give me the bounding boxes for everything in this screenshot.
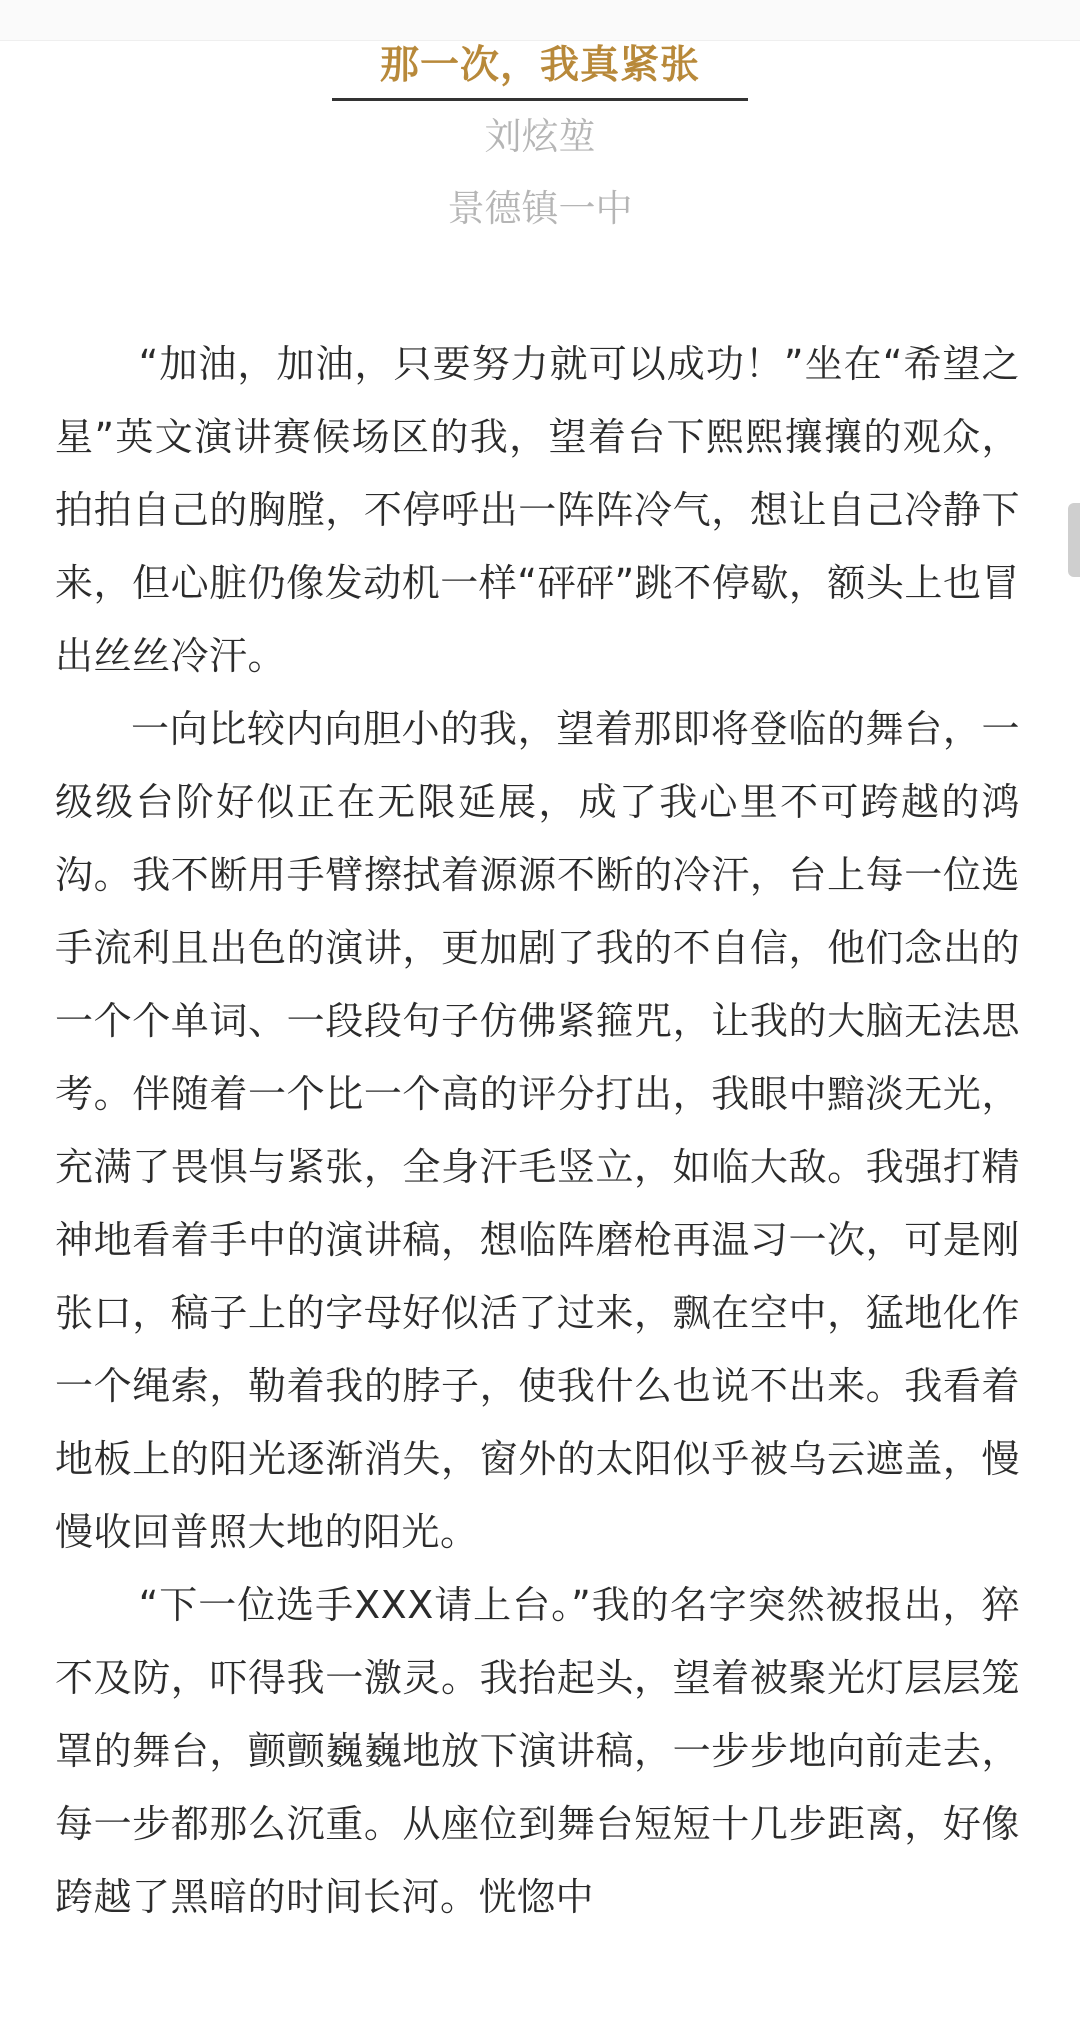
top-bar xyxy=(0,0,1080,41)
article-paragraph: “加油，加油，只要努力就可以成功！”坐在“希望之星”英文演讲赛候场区的我，望着台下熙熙攘攘的观众，拍拍自己的胸膛，不停呼出一阵阵冷气，想让自己冷静下来，但心脏仍像发动机一样“砰砰”跳不停歇，额头上也冒出丝丝冷汗。 xyxy=(55,342,1020,678)
bottom-bar xyxy=(0,2003,1080,2017)
article-school: 景德镇一中 xyxy=(447,187,633,230)
article-author: 刘炫堃 xyxy=(484,115,596,158)
article-paragraph: “下一位选手XXX请上台。”我的名字突然被报出，猝不及防，吓得我一激灵。我抬起头，望着被聚光灯层层笼罩的舞台，颤颤巍巍地放下演讲稿，一步步地向前走去，每一步都那么沉重。从座位到舞台短短十几步距离，好像跨越了黑暗的时间长河。恍惚中 xyxy=(55,1583,1020,1919)
article-title: 那一次，我真紧张 xyxy=(332,40,748,101)
scrollbar-thumb[interactable] xyxy=(1068,503,1080,577)
article-body xyxy=(55,328,1020,1934)
article-header xyxy=(0,40,1080,233)
article-paragraph: 一向比较内向胆小的我，望着那即将登临的舞台，一级级台阶好似正在无限延展，成了我心里不可跨越的鸿沟。我不断用手臂擦拭着源源不断的冷汗，台上每一位选手流利且出色的演讲，更加剧了我的不自信，他们念出的一个个单词、一段段句子仿佛紧箍咒，让我的大脑无法思考。伴随着一个比一个高的评分打出，我眼中黯淡无光，充满了畏惧与紧张，全身汗毛竖立，如临大敌。我强打精神地看着手中的演讲稿，想临阵磨枪再温习一次，可是刚张口，稿子上的字母好似活了过来，飘在空中，猛地化作一个绳索，勒着我的脖子，使我什么也说不出来。我看着地板上的阳光逐渐消失，窗外的太阳似乎被乌云遮盖，慢慢收回普照大地的阳光。 xyxy=(55,707,1020,1554)
